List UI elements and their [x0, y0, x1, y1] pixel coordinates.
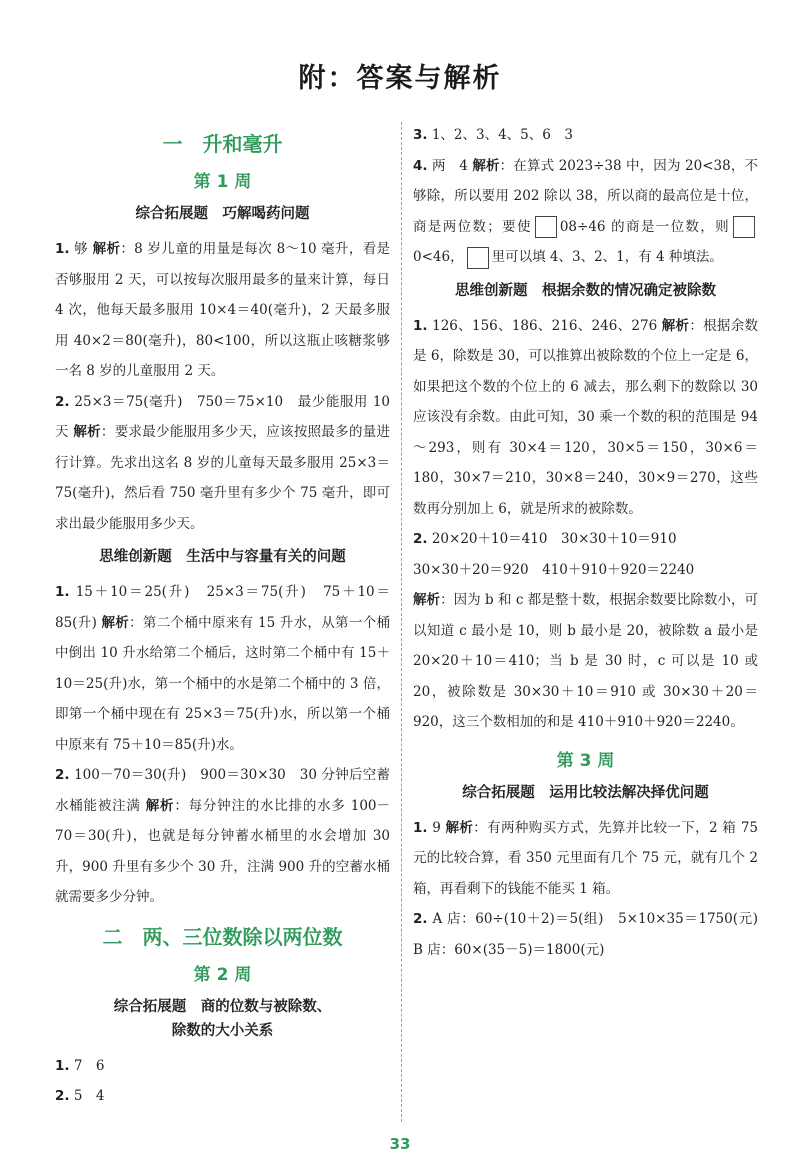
- answer-item: [413, 120, 758, 151]
- analysis-label: 解析: [445, 819, 474, 836]
- week-title: 第 3 周: [556, 750, 615, 771]
- unit-title: 一 升和毫升: [162, 132, 283, 156]
- answer-item: [55, 387, 390, 540]
- question-number: 1.: [55, 584, 70, 600]
- answer-item: [413, 813, 758, 905]
- answer-item: [413, 311, 758, 525]
- analysis-label: 解析: [661, 317, 690, 334]
- answer-text: 7 6: [73, 1057, 105, 1074]
- answer-item: [55, 760, 390, 913]
- right-column: [413, 120, 772, 965]
- column-divider: [401, 122, 402, 1122]
- page-title: 附：答案与解析: [298, 63, 502, 94]
- question-number: 2.: [55, 767, 70, 783]
- analysis-label: 解析: [472, 157, 500, 174]
- answer-item: [55, 577, 390, 760]
- answer-text: 20×20＋10＝410 30×30＋10＝910: [431, 531, 677, 547]
- analysis-label: 解析: [413, 592, 441, 608]
- answer-text: 9: [432, 819, 441, 836]
- answer-text: 15＋10＝25(升) 25×3＝75(升) 75＋10＝85(升): [55, 584, 390, 631]
- left-column: [55, 120, 390, 1112]
- section-title: 思维创新题 生活中与容量有关的问题: [99, 549, 346, 565]
- week-title: 第 2 周: [193, 964, 252, 985]
- analysis-text: ：第二个桶中原来有 15 升水，从第一个桶中倒出 10 升水给第二个桶后，这时第二个桶中有 15＋10＝25(升)水，第一个桶中的水是第二个桶中的 3 倍，即第一个桶中现在有 25×3＝75(升)水，所以第一个桶中原来有 75＋10＝85(升)水。: [55, 614, 391, 753]
- answer-item: [55, 234, 390, 387]
- section-title: 综合拓展题 巧解喝药问题: [135, 206, 310, 222]
- analysis-label: 解析: [101, 614, 130, 631]
- blank-box: [535, 216, 557, 238]
- section-title: 思维创新题 根据余数的情况确定被除数: [455, 282, 716, 299]
- question-number: 2.: [55, 1088, 70, 1104]
- question-number: 1.: [413, 317, 428, 334]
- answer-text: 1、2、3、4、5、6 3: [431, 127, 573, 143]
- question-number: 2.: [413, 531, 428, 547]
- analysis-text: 08÷46 的商是一位数，则: [559, 218, 730, 235]
- question-number: 4.: [413, 157, 428, 174]
- section-title: 综合拓展题 运用比较法解决择优问题: [462, 784, 709, 801]
- week-title: 第 1 周: [193, 172, 252, 192]
- question-number: 1.: [55, 241, 70, 257]
- question-number: 2.: [413, 911, 428, 927]
- analysis-text: ：要求最少能服用多少天，应该按照最多的量进行计算。先求出这名 8 岁的儿童每天最多服用 25×3＝75(毫升)，然后看 750 毫升里有多少个 75 毫升，即可求出最少能服用多少天。: [55, 424, 391, 532]
- analysis-text: 里可以填 4、3、2、1，有 4 种填法。: [491, 249, 723, 265]
- page-number: 33: [389, 1135, 411, 1153]
- question-number: 2.: [55, 393, 70, 410]
- analysis-text: ：在算式 2023÷38 中，因为 20<38，不够除，所以要用 202 除以 38，所以商的最高位是十位，商是两位数；要使: [413, 157, 759, 235]
- question-number: 1.: [413, 819, 428, 836]
- analysis-text: ：有两种购买方式，先算并比较一下，2 箱 75 元的比较合算，看 350 元里面有几个 75 元，就有几个 2 箱，再看剩下的钱能不能买 1 箱。: [413, 819, 759, 897]
- answer-text: 够: [74, 241, 89, 257]
- analysis-label: 解析: [73, 424, 101, 440]
- question-number: 3.: [413, 127, 428, 143]
- answer-item: [413, 524, 758, 555]
- answer-text: 30×30＋20＝920 410＋910＋920＝2240: [413, 561, 695, 578]
- unit-title: 二 两、三位数除以两位数: [102, 924, 343, 949]
- answer-text: 100－70＝30(升) 900＝30×30 30 分钟后空蓄水桶能被注满: [55, 767, 391, 814]
- blank-box: [733, 216, 755, 238]
- answer-item: [413, 585, 758, 738]
- analysis-text: ：根据余数是 6，除数是 30，可以推算出被除数的个位上一定是 6，如果把这个数的个位上的 6 减去，那么剩下的数除以 30 应该没有余数。由此可知，30 乘一个数的积的范围是 94～293，则有 30×4＝120，30×5＝150，30×6＝180，30×7＝210，30×8＝240，30×9＝270，这些数再分别加上 6，就是所求的被除数。: [413, 317, 759, 517]
- answer-item: [413, 555, 758, 586]
- answer-text: 126、156、186、216、246、276: [432, 317, 658, 334]
- analysis-label: 解析: [92, 241, 121, 257]
- answer-text: 25×3＝75(毫升) 750＝75×10 最少能服用 10 天: [55, 393, 391, 440]
- section-title: [55, 995, 390, 1043]
- answer-text: A 店：60÷(10＋2)＝5(组) 5×10×35＝1750(元) B 店：60×(35－5)＝1800(元): [413, 911, 772, 958]
- analysis-label: 解析: [145, 797, 175, 814]
- analysis-text: ：每分钟注的水比排的水多 100－70＝30(升)，也就是每分钟蓄水桶里的水会增加 30 升，900 升里有多少个 30 升，注满 900 升的空蓄水桶就需要多少分钟。: [55, 797, 391, 905]
- section-title-line: 综合拓展题 商的位数与被除数、: [113, 998, 332, 1015]
- question-number: 1.: [55, 1057, 70, 1074]
- analysis-text: ：8 岁儿童的用量是每次 8～10 毫升，看是否够服用 2 天，可以按每次服用最多的量来计算，每日 4 次，他每天最多服用 10×4＝40(毫升)，2 天最多服用 40×2＝80(毫升)，80<100，所以这瓶止咳糖浆够一名 8 岁的儿童服用 2 天。: [55, 241, 391, 379]
- section-title-line: 除数的大小关系: [171, 1022, 274, 1039]
- answer-item: [413, 151, 758, 273]
- blank-box: [467, 247, 489, 269]
- analysis-text: 0<46，: [413, 249, 464, 265]
- answer-text: 两 4: [431, 157, 468, 174]
- analysis-text: ：因为 b 和 c 都是整十数，根据余数要比除数小，可以知道 c 最小是 10，则 b 最小是 20，被除数 a 最小是 20×20＋10＝410；当 b 是 30 时，c 可以是 10 或 20，被除数是 30×30＋10＝910 或 30×30＋20＝920，这三个数相加的和是 410＋910＋920＝2240。: [413, 592, 758, 730]
- answer-text: 5 4: [73, 1088, 105, 1104]
- answer-item: [55, 1051, 390, 1082]
- answer-item: [413, 904, 772, 965]
- answer-item: [55, 1081, 390, 1112]
